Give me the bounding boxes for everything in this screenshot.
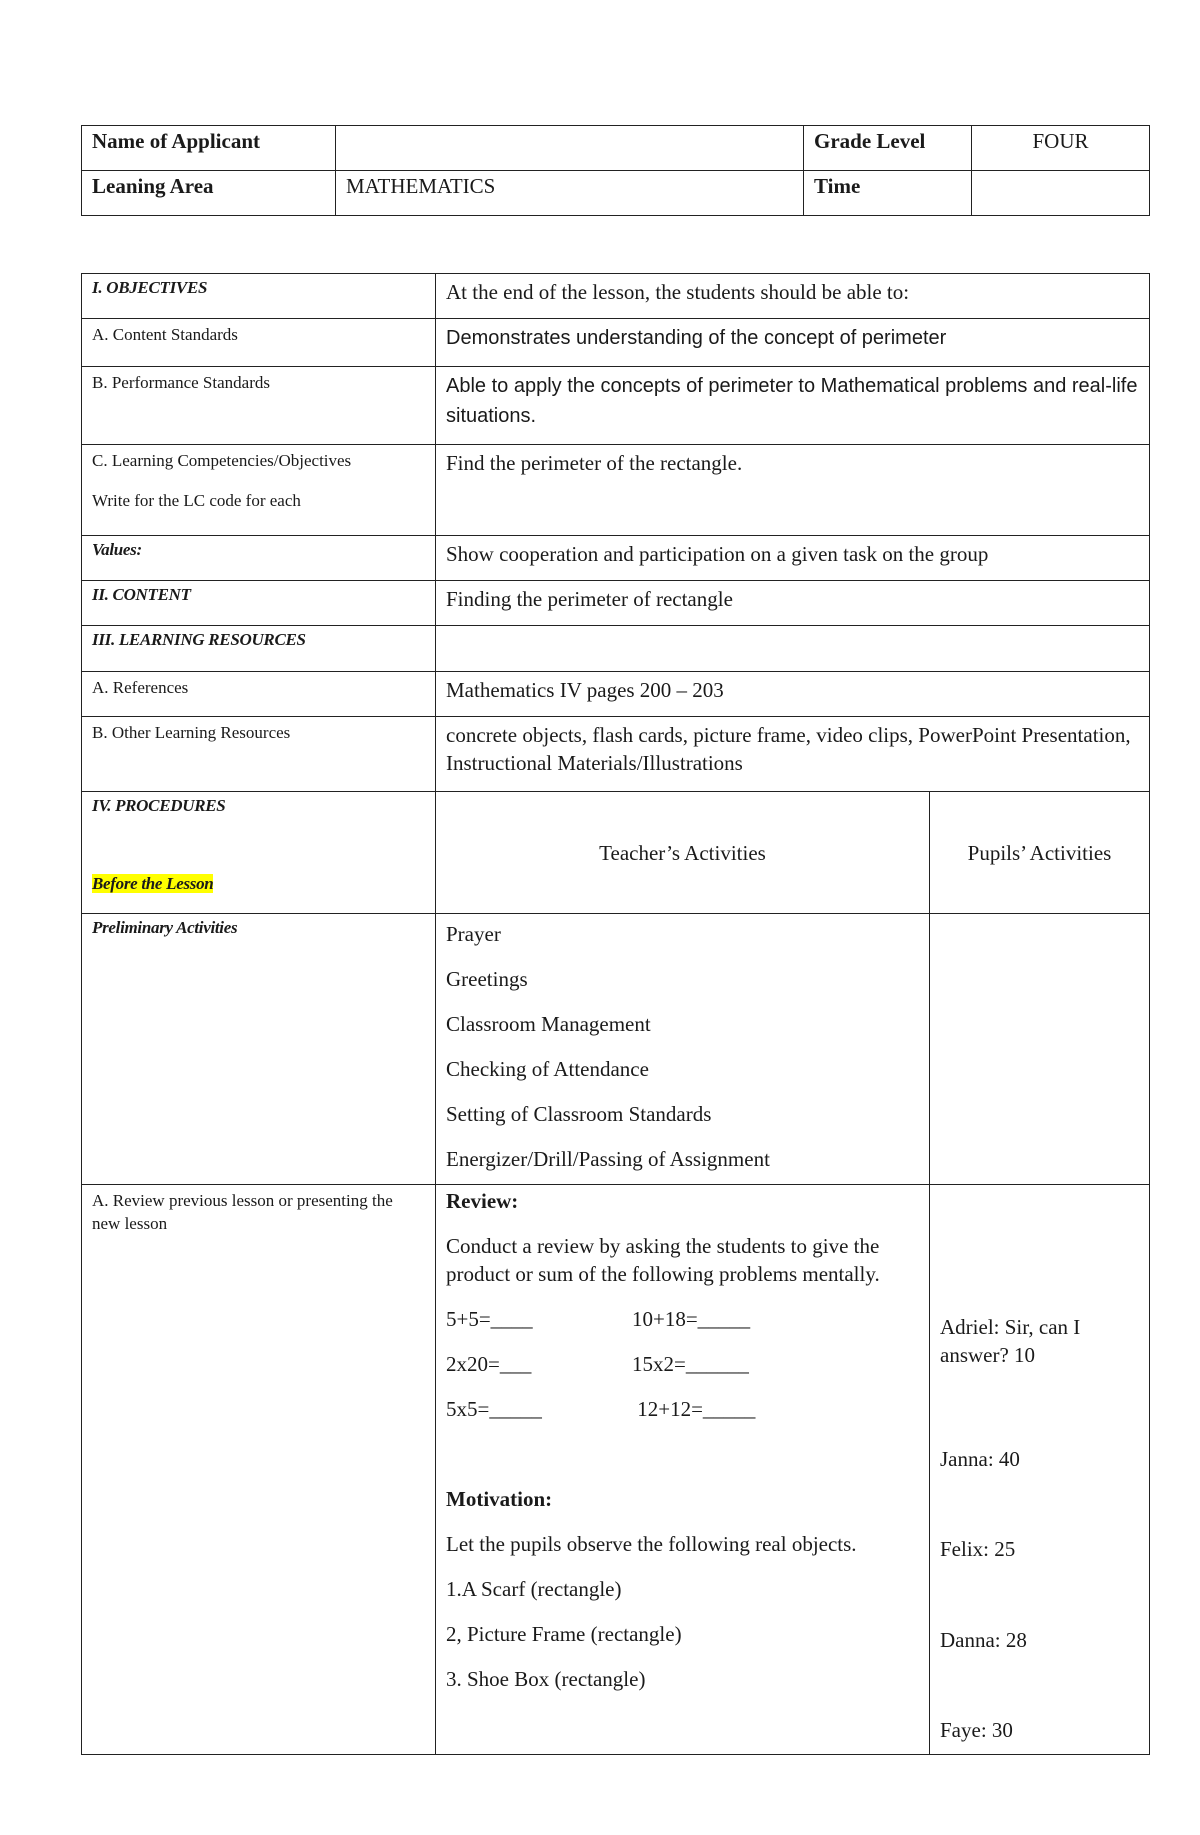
other-resources-row — [82, 717, 1150, 792]
learning-resources-value — [436, 626, 1150, 672]
references-label: A. References — [82, 672, 436, 717]
list-item: Setting of Classroom Standards — [446, 1102, 712, 1126]
learning-competencies-cell — [82, 445, 436, 536]
teacher-activities-header: Teacher’s Activities — [436, 792, 930, 914]
objectives-row — [82, 274, 1150, 319]
pupil-answer: Janna: 40 — [940, 1447, 1020, 1471]
applicant-info-table — [81, 125, 1150, 216]
review-row — [82, 1185, 1150, 1755]
other-resources-label: B. Other Learning Resources — [82, 717, 436, 792]
procedures-label: IV. PROCEDURES — [92, 796, 226, 815]
review-problems — [446, 1305, 919, 1423]
procedures-label-cell — [82, 792, 436, 914]
name-of-applicant-label: Name of Applicant — [82, 126, 336, 171]
object-item: 1.A Scarf (rectangle) — [446, 1577, 622, 1601]
name-of-applicant-value — [336, 126, 804, 171]
pupil-answer: Faye: 30 — [940, 1718, 1013, 1742]
problem-item: 5x5=_____ — [446, 1397, 542, 1421]
list-item: Classroom Management — [446, 1012, 651, 1036]
performance-standards-value: Able to apply the concepts of perimeter to Mathematical problems and real-life situations. — [436, 367, 1150, 445]
review-teacher-cell — [436, 1185, 930, 1755]
learning-area-row — [82, 171, 1150, 216]
procedures-header-row — [82, 792, 1150, 914]
other-resources-value: concrete objects, flash cards, picture frame, video clips, PowerPoint Presentation, Instructional Materials/Illustrations — [436, 717, 1150, 792]
preliminary-activities-row — [82, 914, 1150, 1185]
performance-standards-label: B. Performance Standards — [82, 367, 436, 445]
object-item: 3. Shoe Box (rectangle) — [446, 1667, 646, 1691]
problem-item: 2x20=___ — [446, 1352, 532, 1376]
preliminary-activities-label: Preliminary Activities — [82, 914, 436, 1185]
problem-item: 5+5=____ — [446, 1307, 533, 1331]
learning-competencies-value: Find the perimeter of the rectangle. — [436, 445, 1150, 536]
content-standards-row — [82, 319, 1150, 367]
applicant-row — [82, 126, 1150, 171]
content-standards-value: Demonstrates understanding of the concept of perimeter — [436, 319, 1150, 367]
learning-area-label: Leaning Area — [82, 171, 336, 216]
time-label: Time — [804, 171, 972, 216]
references-value: Mathematics IV pages 200 – 203 — [436, 672, 1150, 717]
values-value: Show cooperation and participation on a given task on the group — [436, 536, 1150, 581]
motivation-text: Let the pupils observe the following real objects. — [446, 1532, 857, 1556]
object-item: 2, Picture Frame (rectangle) — [446, 1622, 682, 1646]
pupils-activities-header: Pupils’ Activities — [930, 792, 1150, 914]
list-item: Greetings — [446, 967, 528, 991]
list-item: Energizer/Drill/Passing of Assignment — [446, 1147, 770, 1171]
review-label: A. Review previous lesson or presenting the new lesson — [82, 1185, 436, 1755]
references-row — [82, 672, 1150, 717]
content-row — [82, 581, 1150, 626]
time-value — [972, 171, 1150, 216]
performance-standards-row — [82, 367, 1150, 445]
list-item: Checking of Attendance — [446, 1057, 649, 1081]
learning-resources-label: III. LEARNING RESOURCES — [82, 626, 436, 672]
problem-item: 12+12=_____ — [632, 1397, 756, 1421]
learning-resources-row — [82, 626, 1150, 672]
problem-item: 10+18=_____ — [632, 1307, 751, 1331]
learning-competencies-row — [82, 445, 1150, 536]
grade-level-label: Grade Level — [804, 126, 972, 171]
pupil-answer: Danna: 28 — [940, 1628, 1027, 1652]
pupil-answer: Felix: 25 — [940, 1537, 1016, 1561]
review-pupils-cell — [930, 1185, 1150, 1755]
learning-competencies-label: C. Learning Competencies/Objectives — [92, 451, 352, 470]
learning-area-value: MATHEMATICS — [336, 171, 804, 216]
review-title: Review: — [446, 1189, 519, 1213]
motivation-title: Motivation: — [446, 1487, 553, 1511]
content-value: Finding the perimeter of rectangle — [436, 581, 1150, 626]
content-label: II. CONTENT — [82, 581, 436, 626]
review-text: Conduct a review by asking the students to give the product or sum of the following problems mentally. — [446, 1234, 880, 1286]
values-row — [82, 536, 1150, 581]
pupil-answer: Adriel: Sir, can I answer? 10 — [940, 1315, 1081, 1367]
objectives-label: I. OBJECTIVES — [82, 274, 436, 319]
preliminary-pupils-cell — [930, 914, 1150, 1185]
before-the-lesson-label: Before the Lesson — [92, 874, 214, 893]
content-standards-label: A. Content Standards — [82, 319, 436, 367]
learning-competencies-sublabel: Write for the LC code for each — [92, 491, 301, 510]
lesson-plan-table — [81, 273, 1150, 1755]
preliminary-activities-list — [436, 914, 930, 1185]
problem-item: 15x2=______ — [632, 1352, 749, 1376]
objectives-intro: At the end of the lesson, the students should be able to: — [436, 274, 1150, 319]
values-label: Values: — [82, 536, 436, 581]
list-item: Prayer — [446, 922, 501, 946]
grade-level-value: FOUR — [972, 126, 1150, 171]
